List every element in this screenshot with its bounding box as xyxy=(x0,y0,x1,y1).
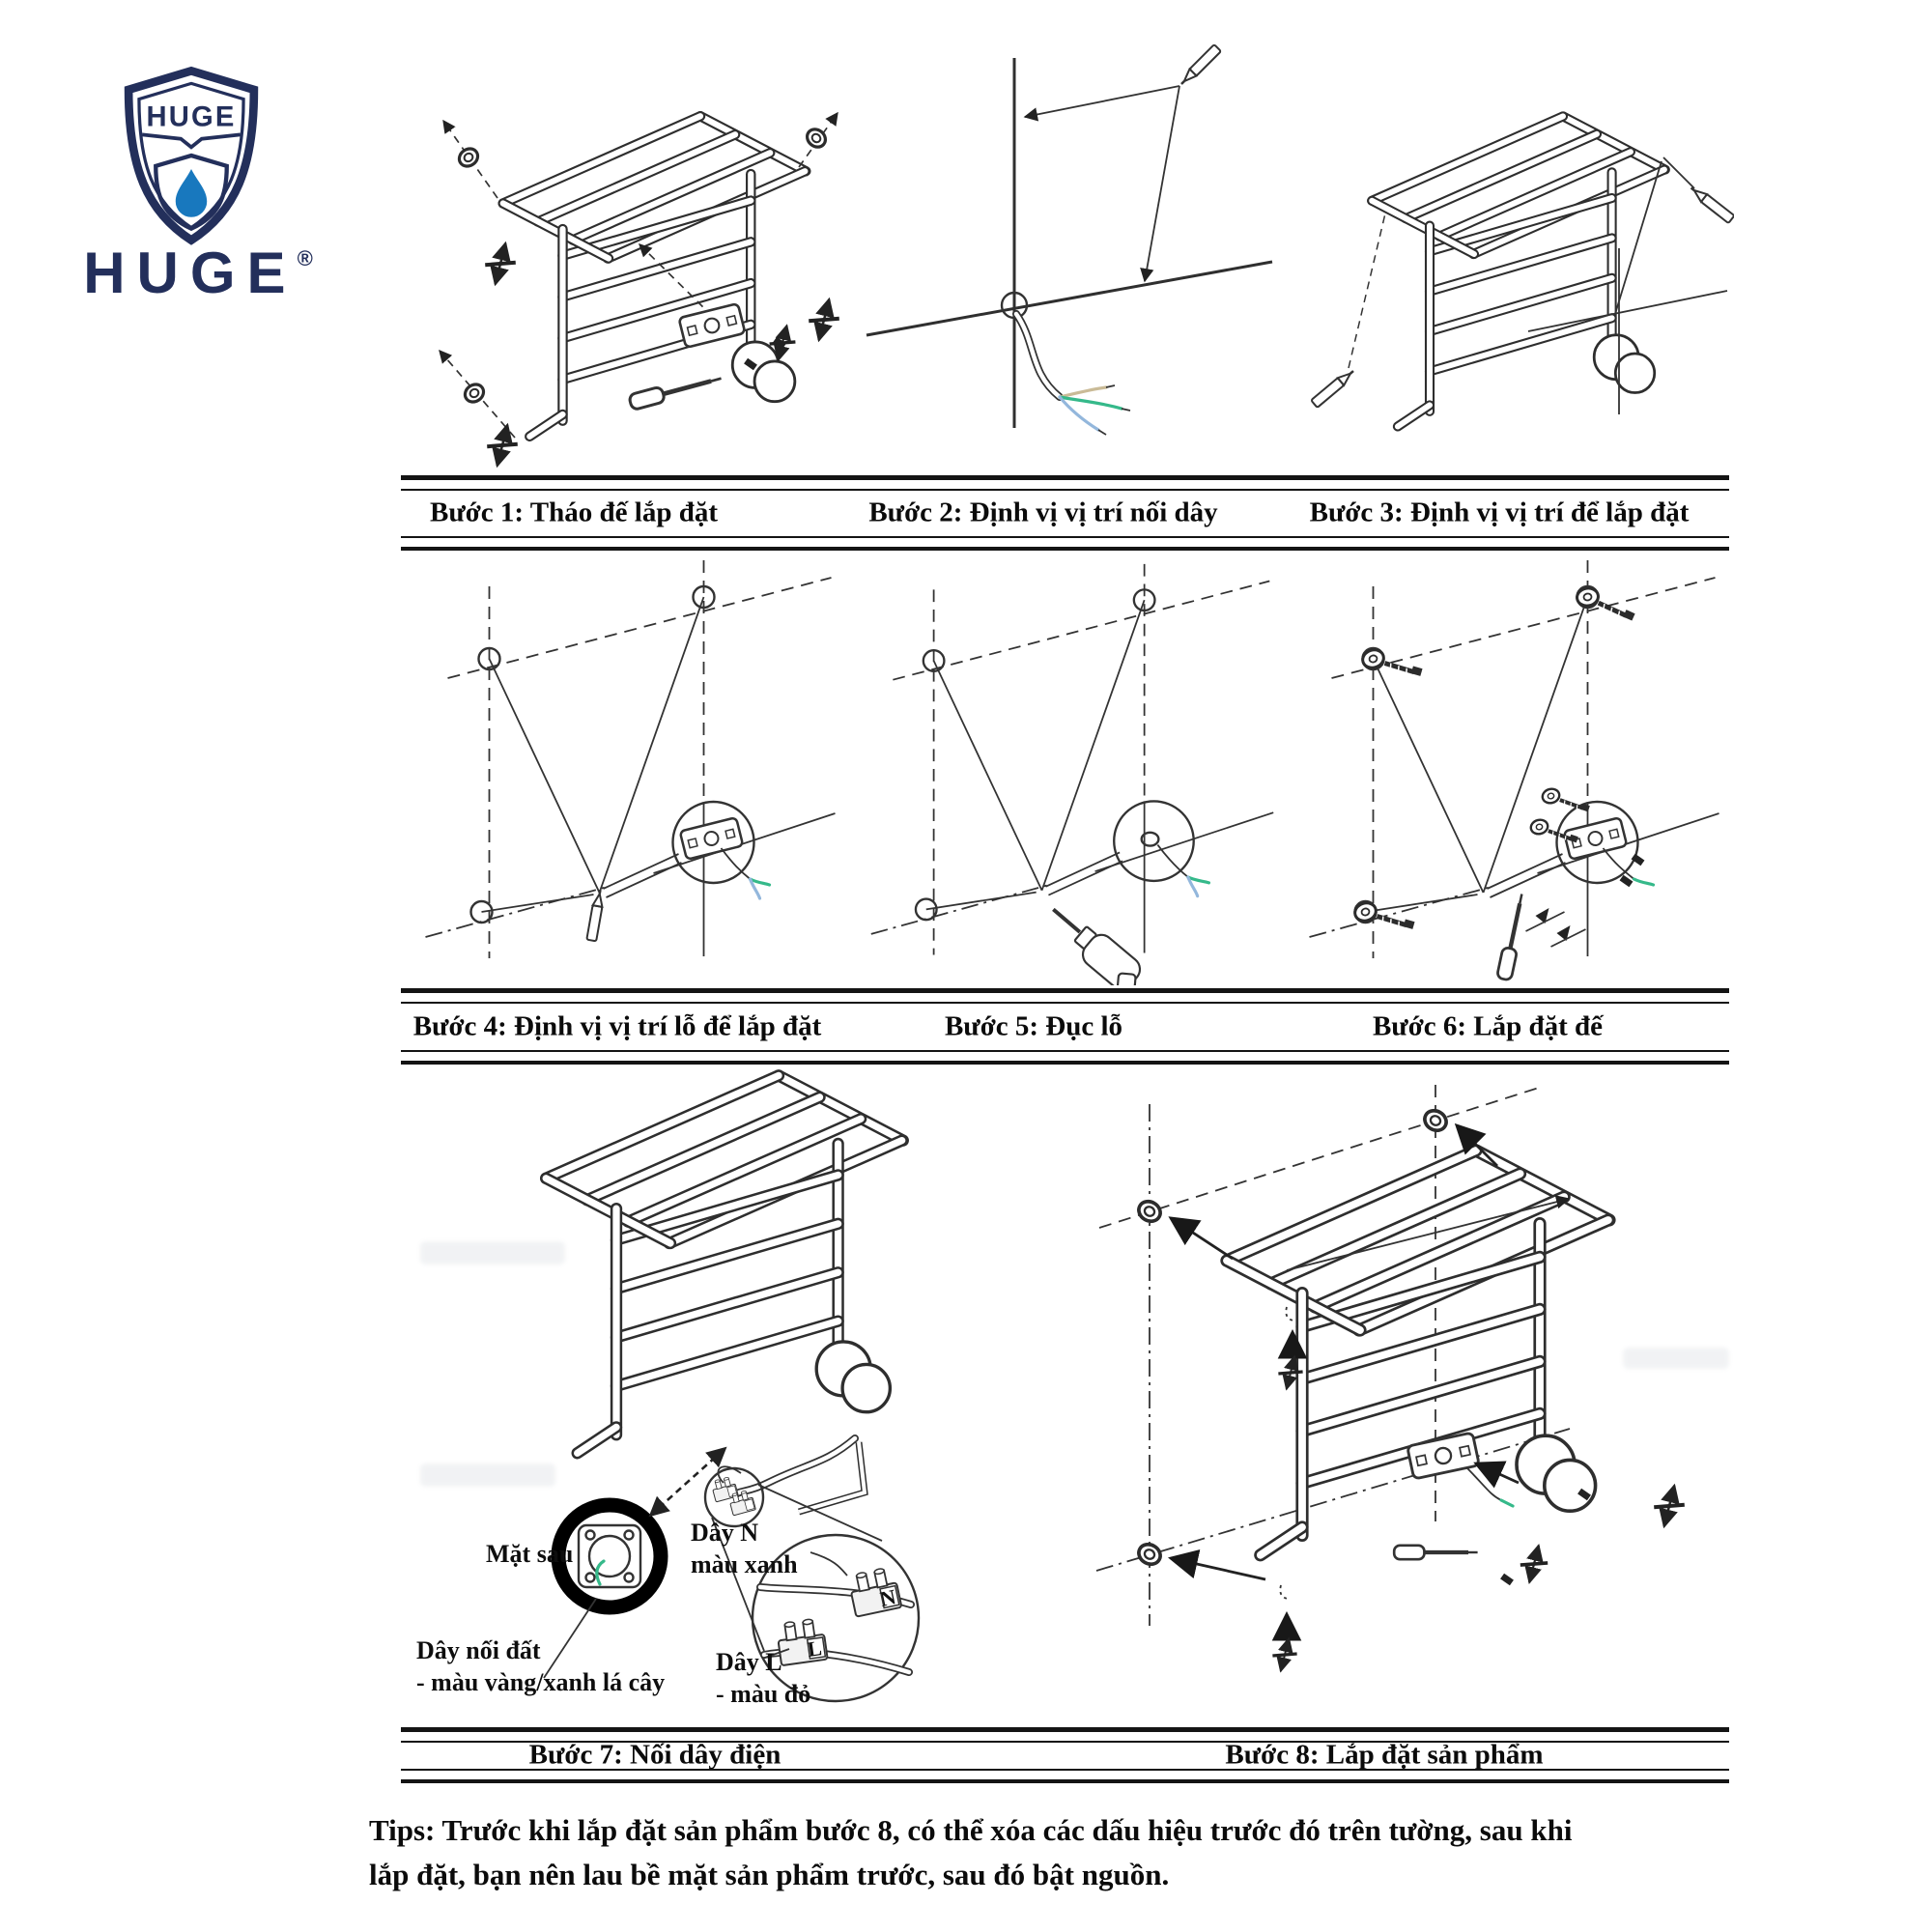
pencil-icon xyxy=(586,889,605,941)
screw-cross-icon xyxy=(1269,1635,1300,1674)
wall-anchor-icon xyxy=(1352,890,1416,945)
back-side-label: Mặt sau xyxy=(486,1540,574,1568)
step-8-illustration xyxy=(1043,1058,1734,1727)
step-5-cell xyxy=(860,553,1285,985)
wall-anchor-icon xyxy=(1360,637,1424,692)
tips-line-1: Tips: Trước khi lắp đặt sản phẩm bước 8, có thể xóa các dấu hiệu trước đó trên tường, sau khi xyxy=(369,1813,1573,1847)
screw-cross-icon xyxy=(481,240,520,288)
mounting-bracket-icon xyxy=(1407,1433,1480,1479)
measure-arrow xyxy=(1145,86,1179,281)
step-4-cell xyxy=(406,553,855,985)
terminal-n-label: N xyxy=(877,1584,898,1611)
measure-arrow xyxy=(1025,86,1179,117)
caption-band-1 xyxy=(401,475,1729,551)
registered-mark: ® xyxy=(297,246,313,270)
step-6-cell xyxy=(1290,553,1739,985)
pencil-icon xyxy=(1311,367,1356,408)
wall-anchor-icon xyxy=(1576,581,1636,629)
mounting-bracket-icon xyxy=(679,303,746,348)
ground-wire-label: Dây nối đất - màu vàng/xanh lá cây xyxy=(416,1636,666,1696)
double-arrow xyxy=(650,1448,725,1516)
brand-wordmark: HUGE® xyxy=(83,241,313,305)
screw-cross-icon xyxy=(483,421,522,469)
mount-arrow xyxy=(1171,1218,1233,1259)
step-7-cell xyxy=(401,1058,1043,1727)
wall-marking-lines xyxy=(426,560,836,958)
step-1-caption: Bước 1: Tháo đế lắp đặt xyxy=(429,497,719,528)
wire-tan xyxy=(1060,387,1106,397)
step-8-caption: Bước 8: Lắp đặt sản phẩm xyxy=(1225,1739,1544,1771)
backplate xyxy=(579,1525,640,1587)
step-1-illustration xyxy=(401,24,855,473)
screw-icon xyxy=(1500,1574,1514,1586)
step-3-caption: Bước 3: Định vị vị trí để lắp đặt xyxy=(1309,497,1690,528)
screw-cross-icon xyxy=(1517,1543,1551,1586)
screw-cross-icon xyxy=(805,296,843,344)
tips-line-2: lắp đặt, bạn nên lau bề mặt sản phẩm trước, sau đó bật nguồn. xyxy=(369,1857,1170,1891)
tips-note xyxy=(369,1808,1572,1896)
watermark-artifact xyxy=(420,1241,565,1264)
mounting-bracket-icon xyxy=(680,817,743,860)
wall-cap-icon xyxy=(1135,1198,1164,1225)
watermark-artifact xyxy=(1623,1348,1729,1369)
step-6-caption: Bước 6: Lắp đặt đế xyxy=(1372,1010,1604,1041)
screw-icon xyxy=(1632,854,1645,867)
step-7-caption: Bước 7: Nối dây điện xyxy=(528,1739,781,1771)
step-7-illustration xyxy=(401,1058,1043,1727)
step-5-illustration xyxy=(860,553,1285,985)
wire-l-label: Dây L - màu đỏ xyxy=(716,1648,811,1708)
wall-cap-icon xyxy=(1421,1107,1450,1134)
wire-green xyxy=(1501,1500,1513,1506)
step-1-cell xyxy=(401,24,855,473)
wall-marking-lines xyxy=(871,564,1273,955)
wall-line xyxy=(867,262,1272,335)
step-4-caption: Bước 4: Định vị vị trí lỗ để lắp đặt xyxy=(412,1010,822,1041)
step-6-illustration xyxy=(1290,553,1739,985)
back-side-ring xyxy=(558,1505,661,1607)
screwdriver-icon xyxy=(1394,1546,1477,1559)
power-cable xyxy=(1016,314,1060,397)
step-2-illustration xyxy=(855,24,1280,473)
wire-n-label: Dây N màu xanh xyxy=(691,1519,798,1578)
wall-cap-icon xyxy=(456,145,481,169)
step-2-caption: Bước 2: Định vị vị trí nối dây xyxy=(868,497,1218,528)
wall-marking-lines xyxy=(1310,560,1719,958)
screwdriver-icon xyxy=(629,371,724,411)
pencil-icon xyxy=(1178,44,1221,88)
drill-bit xyxy=(1053,909,1080,932)
towel-rack-drawing xyxy=(546,1075,903,1453)
shield-text: HUGE xyxy=(146,101,237,133)
caption-band-3 xyxy=(401,1727,1729,1783)
step-3-illustration xyxy=(1285,24,1734,473)
step-3-cell xyxy=(1285,24,1734,473)
towel-rack-drawing xyxy=(1227,1151,1609,1555)
wall-cap-icon xyxy=(1135,1541,1164,1568)
step-4-illustration xyxy=(406,553,855,985)
terminal-l-label: L xyxy=(806,1635,824,1662)
screwdriver-icon xyxy=(1496,893,1528,980)
step-5-caption: Bước 5: Đục lỗ xyxy=(944,1010,1123,1041)
caption-band-2 xyxy=(401,988,1729,1065)
brand-shield-icon xyxy=(118,66,265,245)
ground-wire xyxy=(597,1561,604,1584)
mount-arrow xyxy=(1171,1558,1265,1579)
watermark-artifact xyxy=(420,1463,555,1487)
step-8-cell xyxy=(1043,1058,1734,1727)
junction-callout-circle xyxy=(1114,801,1194,881)
towel-rack-drawing xyxy=(1372,116,1665,426)
pencil-icon xyxy=(1689,185,1734,224)
step-2-cell xyxy=(855,24,1280,473)
wire-n-pointer-line xyxy=(810,1552,847,1576)
screw-cross-icon xyxy=(1650,1482,1689,1530)
wire-green xyxy=(1634,879,1654,885)
